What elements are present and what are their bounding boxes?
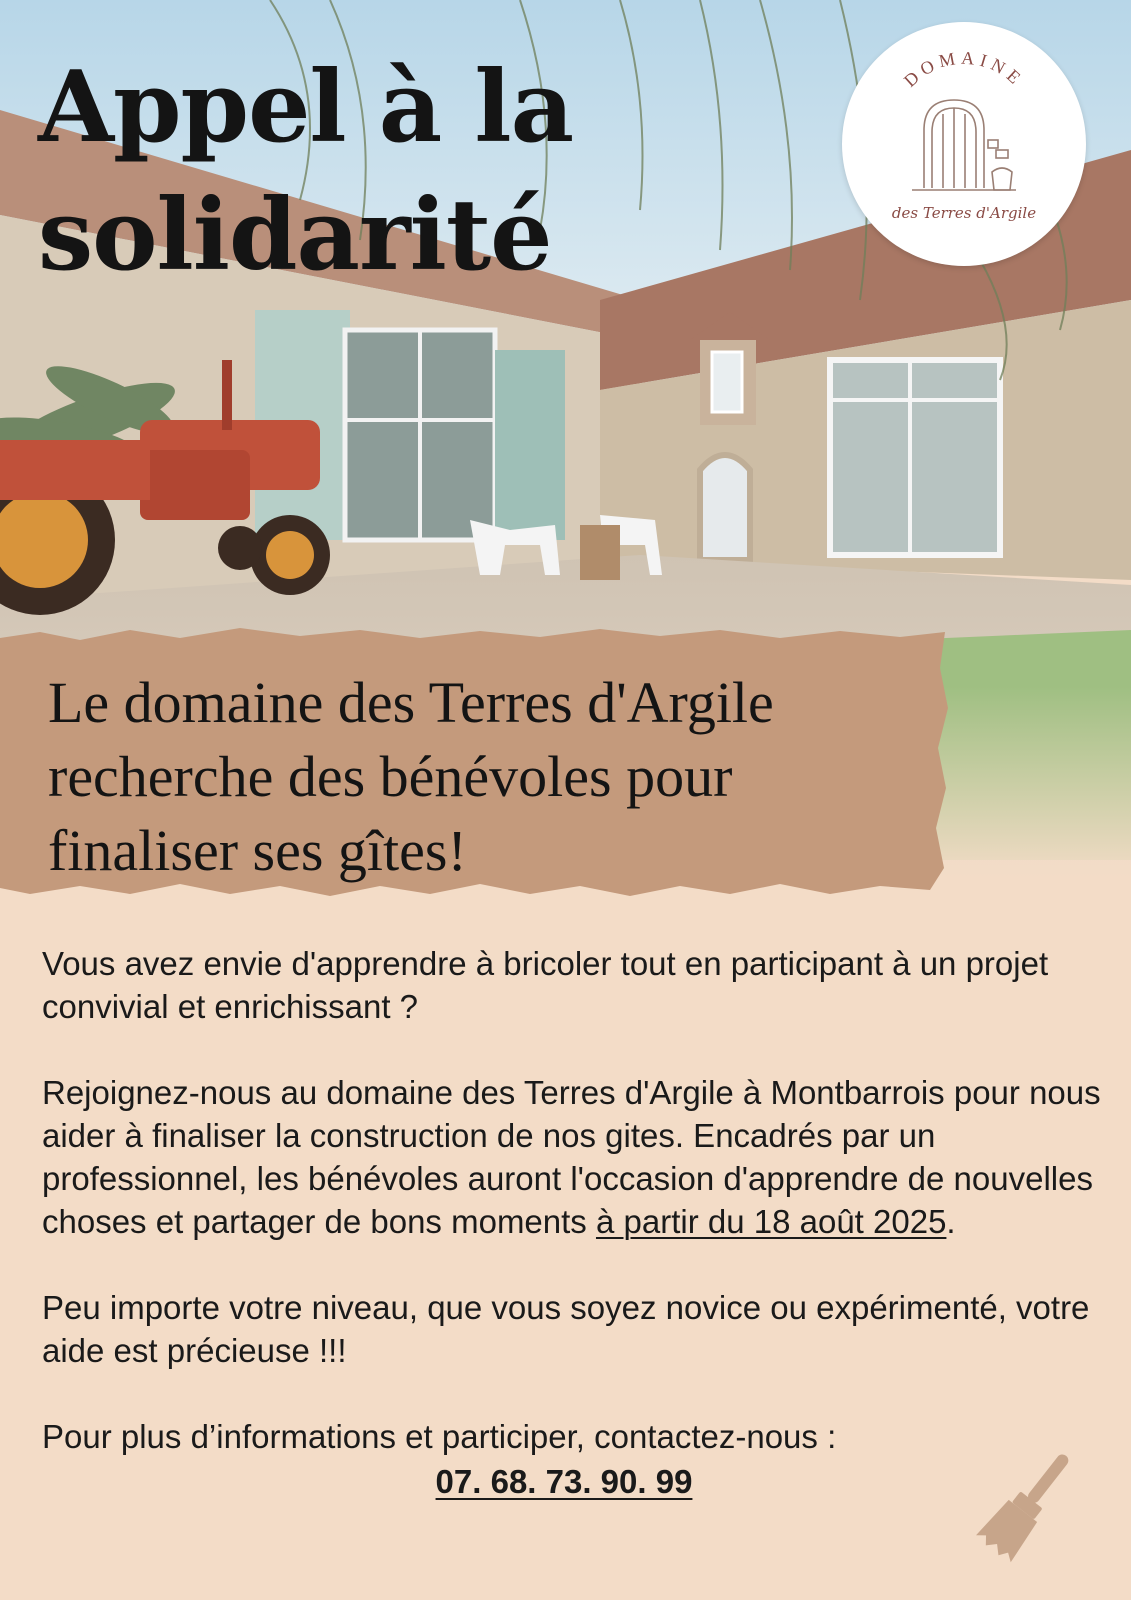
- contact-text: Pour plus d’informations et participer, contactez-nous :: [42, 1418, 837, 1455]
- title-line-1: Appel à la: [38, 50, 574, 165]
- details-paragraph: [42, 1071, 1102, 1243]
- stone-archway-icon: [912, 100, 1016, 190]
- logo-bottom-text: des Terres d'Argile: [891, 204, 1037, 222]
- logo-top-text: DOMAINE: [899, 47, 1029, 91]
- domaine-logo: [842, 22, 1086, 266]
- headline-line-2: recherche des bénévoles pour: [48, 744, 733, 809]
- page-title: [38, 44, 573, 300]
- start-date: à partir du 18 août 2025: [595, 1203, 947, 1240]
- body-copy: [42, 942, 1102, 1503]
- headline-line-3: finaliser ses gîtes!: [48, 818, 467, 883]
- phone-number[interactable]: 07. 68. 73. 90. 99: [435, 1463, 693, 1500]
- paintbrush-icon: [976, 1442, 1076, 1577]
- intro-paragraph: Vous avez envie d'apprendre à bricoler tout en participant à un projet convivial et enrichissant ?: [42, 945, 1049, 1025]
- headline-line-1: Le domaine des Terres d'Argile: [48, 670, 774, 735]
- contact-paragraph: [42, 1415, 1102, 1503]
- headline-text: [48, 666, 928, 888]
- title-line-2: solidarité: [38, 178, 552, 293]
- details-text: Rejoignez-nous au domaine des Terres d'Argile à Montbarrois pour nous aider à finaliser la construction de nos gites. Encadrés par un professionnel, les bénévoles auront l'occasion d'apprendre de nouvelles choses et partager de bons moments: [42, 1074, 1101, 1240]
- level-paragraph: Peu importe votre niveau, que vous soyez novice ou expérimenté, votre aide est précieuse !!!: [42, 1289, 1090, 1369]
- details-end: .: [946, 1203, 956, 1240]
